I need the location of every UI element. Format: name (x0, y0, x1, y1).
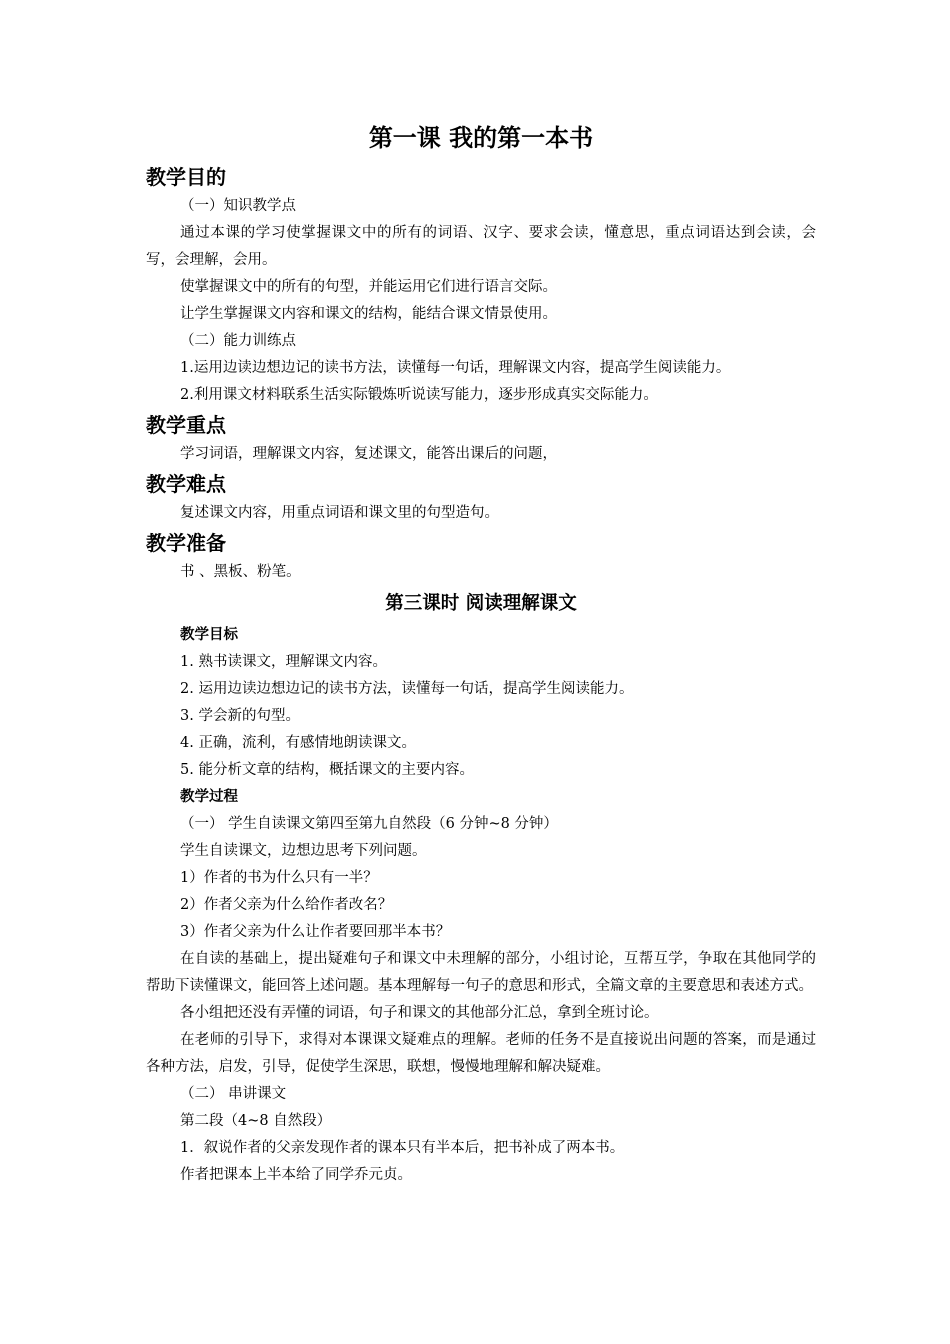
paragraph: 复述课文内容，用重点词语和课文里的句型造句。 (180, 505, 499, 521)
goal-item: 5. 能分析文章的结构，概括课文的主要内容。 (180, 762, 474, 778)
list-item: 1．叙说作者的父亲发现作者的课本只有半本后，把书补成了两本书。 (180, 1140, 625, 1156)
goal-item: 3. 学会新的句型。 (180, 708, 300, 724)
question-item: 3）作者父亲为什么让作者要回那半本书？ (180, 924, 451, 940)
question-item: 2）作者父亲为什么给作者改名？ (180, 897, 393, 913)
step-heading: （一） 学生自读课文第四至第九自然段（6 分钟~8 分钟） (180, 816, 558, 832)
paragraph: 作者把课本上半本给了同学乔元贞。 (180, 1167, 412, 1183)
page-title: 第一课 我的第一本书 (368, 123, 594, 152)
process-heading: 教学过程 (180, 789, 238, 805)
goal-item: 1. 熟书读课文，理解课文内容。 (180, 654, 387, 670)
subheading-ability-training: （二）能力训练点 (180, 333, 296, 349)
paragraph: 在老师的引导下，求得对本课课文疑难点的理解。老师的任务不是直接说出问题的答案，而是通过各种方法，启发，引导，促使学生深思，联想，慢慢地理解和解决疑难。 (146, 1032, 816, 1075)
paragraph: 学生自读课文，边想边思考下列问题。 (180, 843, 427, 859)
section-heading-teaching-purpose: 教学目的 (146, 165, 226, 189)
paragraph: 使掌握课文中的所有的句型，并能运用它们进行语言交际。 (180, 279, 557, 295)
paragraph: 通过本课的学习使掌握课文中的所有的词语、汉字、要求会读，懂意思，重点词语达到会读，会写，会理解，会用。 (146, 225, 816, 268)
document-body (146, 118, 816, 1189)
section-label: 第二段（4~8 自然段） (180, 1113, 332, 1129)
section-heading-preparation: 教学准备 (146, 531, 226, 555)
paragraph: 学习词语，理解课文内容，复述课文，能答出课后的问题， (180, 446, 557, 462)
question-item: 1）作者的书为什么只有一半？ (180, 870, 378, 886)
subheading-knowledge-points: （一）知识教学点 (180, 198, 296, 214)
goal-item: 4. 正确，流利，有感情地朗读课文。 (180, 735, 416, 751)
paragraph: 各小组把还没有弄懂的词语，句子和课文的其他部分汇总，拿到全班讨论。 (180, 1005, 659, 1021)
goals-heading: 教学目标 (180, 627, 238, 643)
paragraph: 书 、黑板、粉笔。 (180, 564, 301, 580)
section-heading-difficulties: 教学难点 (146, 472, 226, 496)
lesson-heading: 第三课时 阅读理解课文 (385, 593, 577, 614)
list-item: 1.运用边读边想边记的读书方法，读懂每一句话，理解课文内容，提高学生阅读能力。 (180, 360, 731, 376)
paragraph: 让学生掌握课文内容和课文的结构，能结合课文情景使用。 (180, 306, 557, 322)
section-heading-key-points: 教学重点 (146, 413, 226, 437)
list-item: 2.利用课文材料联系生活实际锻炼听说读写能力，逐步形成真实交际能力。 (180, 387, 658, 403)
step-heading: （二） 串讲课文 (180, 1086, 287, 1102)
goal-item: 2. 运用边读边想边记的读书方法，读懂每一句话，提高学生阅读能力。 (180, 681, 634, 697)
paragraph: 在自读的基础上，提出疑难句子和课文中未理解的部分，小组讨论，互帮互学，争取在其他同学的帮助下读懂课文，能回答上述问题。基本理解每一句子的意思和形式，全篇文章的主要意思和表述方式。 (146, 951, 816, 994)
